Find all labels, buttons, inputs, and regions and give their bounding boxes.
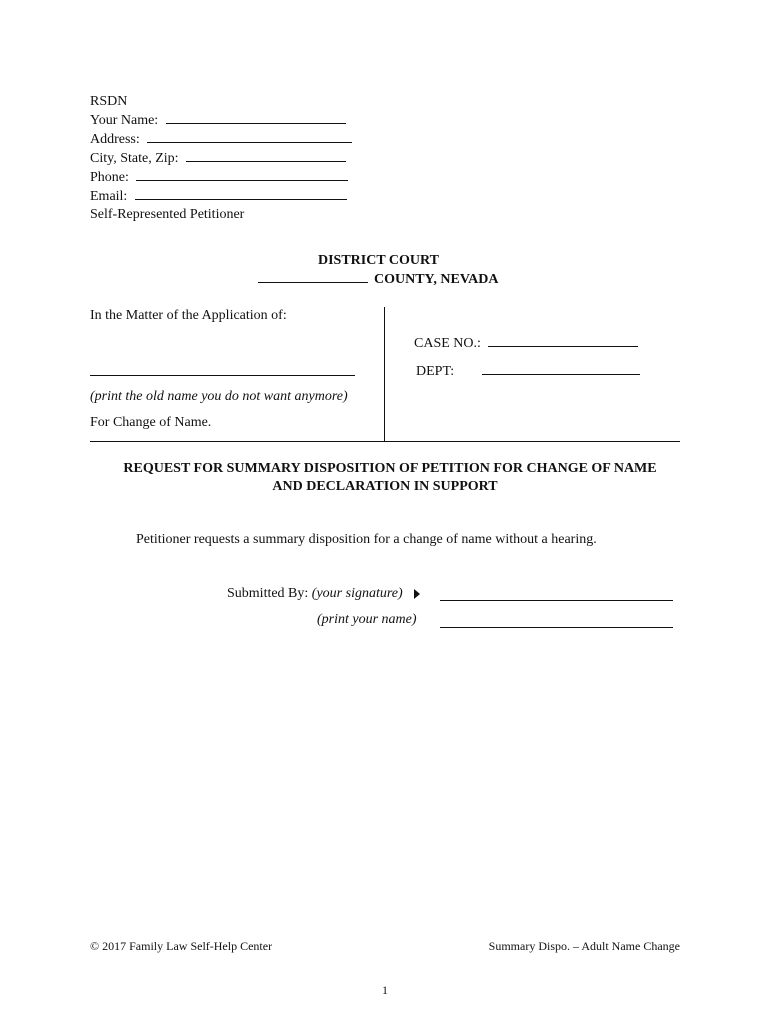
your-name-label: Your Name: bbox=[90, 113, 159, 128]
petitioner-info bbox=[90, 93, 352, 224]
city-field[interactable] bbox=[186, 149, 346, 162]
document-title-line1: REQUEST FOR SUMMARY DISPOSITION OF PETITION FOR CHANGE OF NAME bbox=[123, 461, 657, 476]
document-title-line2: AND DECLARATION IN SUPPORT bbox=[272, 479, 498, 494]
city-label: City, State, Zip: bbox=[90, 151, 179, 166]
arrow-right-icon bbox=[414, 589, 420, 599]
caption-divider bbox=[384, 307, 385, 441]
signature-field[interactable] bbox=[440, 588, 673, 601]
dept-field[interactable] bbox=[482, 362, 640, 375]
case-no-field[interactable] bbox=[488, 334, 638, 347]
county-field[interactable] bbox=[258, 270, 368, 283]
county-label: COUNTY, NEVADA bbox=[374, 272, 499, 287]
for-change-label: For Change of Name. bbox=[90, 415, 212, 430]
footer-copyright: © 2017 Family Law Self-Help Center bbox=[90, 939, 273, 953]
print-name-field[interactable] bbox=[440, 615, 673, 628]
address-field[interactable] bbox=[147, 130, 352, 143]
old-name-field[interactable] bbox=[90, 361, 355, 376]
print-name-hint: (print your name) bbox=[317, 612, 417, 627]
rsdn-label: RSDN bbox=[90, 94, 128, 109]
phone-label: Phone: bbox=[90, 170, 129, 185]
footer-form-name: Summary Dispo. – Adult Name Change bbox=[488, 939, 680, 953]
page-number: 1 bbox=[382, 983, 388, 997]
your-signature-hint: (your signature) bbox=[311, 586, 403, 601]
dept-label: DEPT: bbox=[416, 364, 455, 379]
email-field[interactable] bbox=[135, 187, 347, 200]
request-text: Petitioner requests a summary disposition for a change of name without a hearing. bbox=[136, 532, 597, 547]
phone-field[interactable] bbox=[136, 168, 348, 181]
your-name-field[interactable] bbox=[166, 111, 346, 124]
matter-label: In the Matter of the Application of: bbox=[90, 308, 287, 323]
submitted-by-label: Submitted By: bbox=[227, 586, 309, 601]
self-represented-label: Self-Represented Petitioner bbox=[90, 207, 245, 222]
case-no-label: CASE NO.: bbox=[414, 336, 481, 351]
caption-bottom-rule bbox=[90, 441, 680, 442]
court-title: DISTRICT COURT bbox=[318, 253, 440, 268]
address-label: Address: bbox=[90, 132, 140, 147]
old-name-hint: (print the old name you do not want anymore) bbox=[90, 389, 348, 404]
email-label: Email: bbox=[90, 189, 128, 204]
